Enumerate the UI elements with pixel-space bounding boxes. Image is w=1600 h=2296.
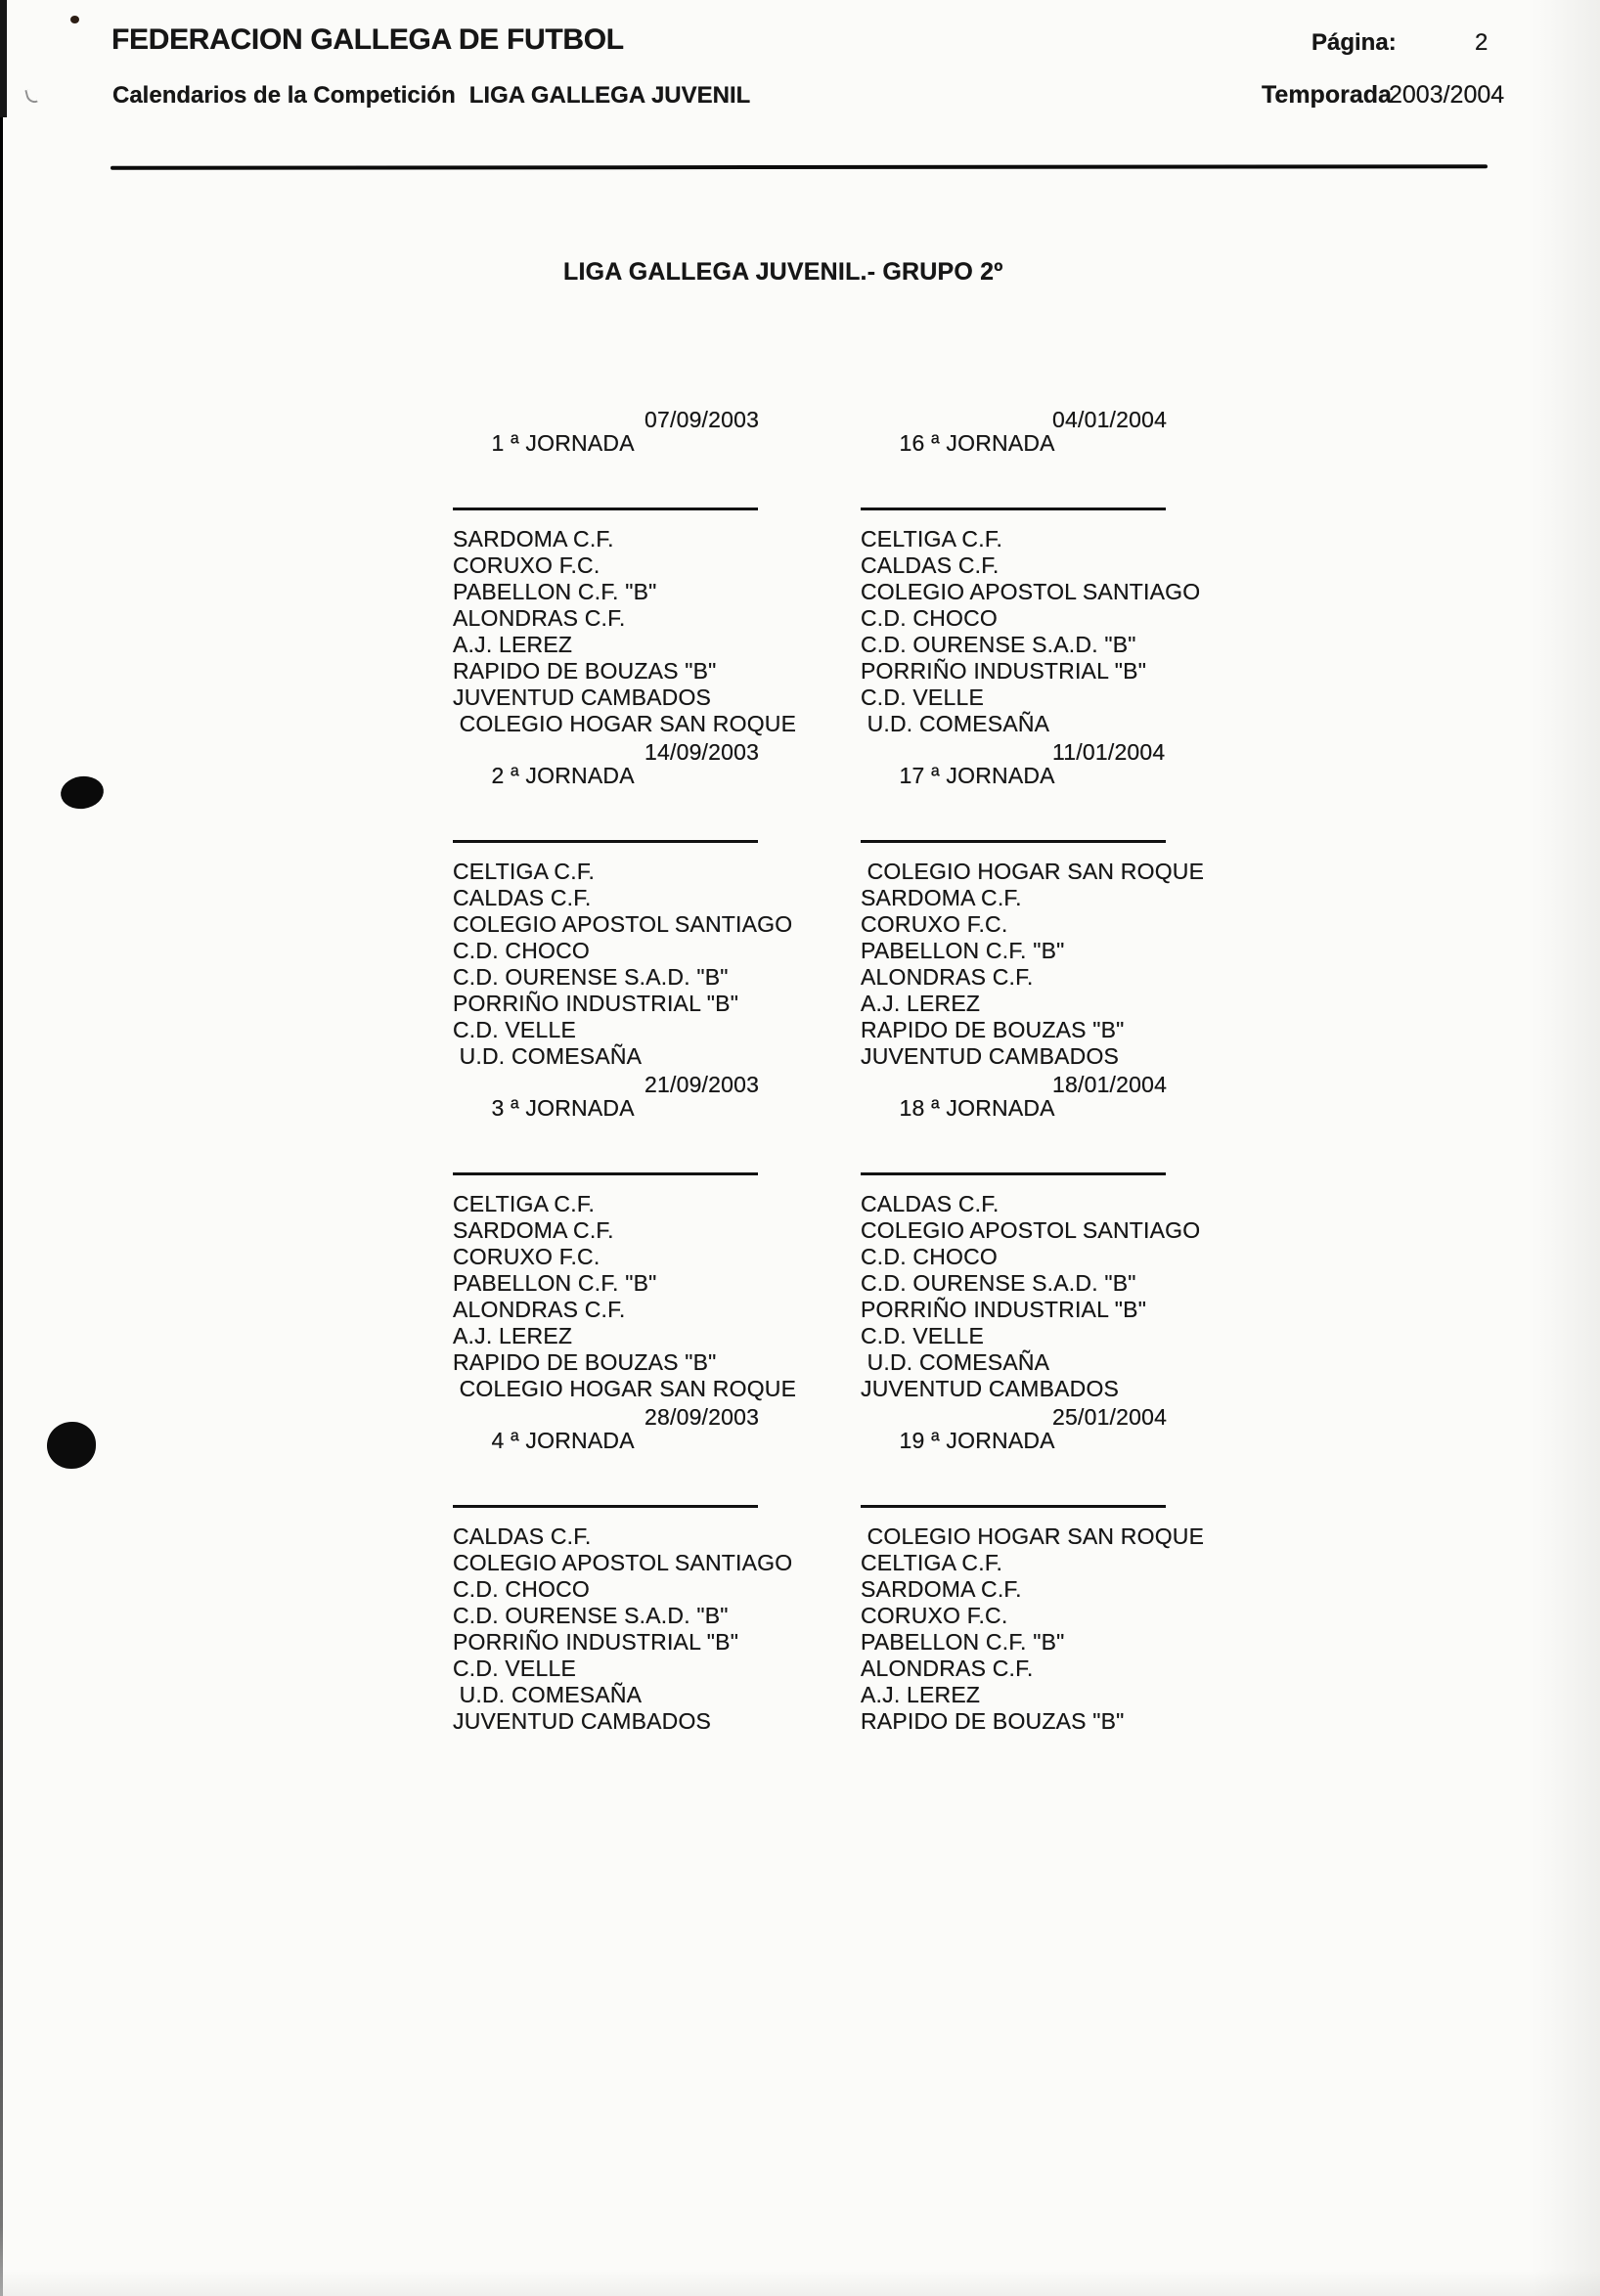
jornada-section [861,1073,1281,1402]
team-name: U.D. COMESAÑA [453,1043,643,1069]
team-list [861,859,1281,1070]
team-name: C.D. VELLE [453,1017,576,1042]
team-name: PORRIÑO INDUSTRIAL "B" [861,658,1147,684]
team-list [453,1191,873,1402]
team-name: C.D. CHOCO [861,1244,998,1269]
team-name: PORRIÑO INDUSTRIAL "B" [453,991,739,1016]
team-name: COLEGIO HOGAR SAN ROQUE [453,1376,797,1401]
jornada-section [453,408,873,737]
team-name: COLEGIO APOSTOL SANTIAGO [453,911,793,937]
team-name: PORRIÑO INDUSTRIAL "B" [861,1297,1147,1322]
jornada-section [453,1073,873,1402]
team-name: CELTIGA C.F. [453,1191,596,1216]
team-name: CELTIGA C.F. [453,859,596,884]
competition-label: Calendarios de la Competición [112,82,456,109]
team-name: JUVENTUD CAMBADOS [861,1043,1120,1069]
scan-corner-shadow [0,0,7,117]
page-title: LIGA GALLEGA JUVENIL.- GRUPO 2º [563,258,1003,286]
jornada-section [861,408,1281,737]
jornada-date: 14/09/2003 [644,739,760,765]
team-name: ALONDRAS C.F. [453,605,626,631]
team-name: CELTIGA C.F. [861,526,1003,552]
team-name: U.D. COMESAÑA [861,1349,1050,1375]
org-title: FEDERACION GALLEGA DE FUTBOL [111,23,624,56]
team-name: C.D. CHOCO [453,1576,590,1602]
competition-name: LIGA GALLEGA JUVENIL [468,82,751,109]
jornada-header [861,740,1166,843]
hole-punch-mark [47,1422,96,1469]
team-name: ALONDRAS C.F. [861,964,1034,990]
team-name: U.D. COMESAÑA [861,711,1050,736]
jornada-date: 21/09/2003 [644,1072,760,1097]
team-name: C.D. VELLE [861,1323,984,1348]
team-list [453,526,873,737]
team-name: COLEGIO APOSTOL SANTIAGO [861,1217,1201,1243]
team-name: PABELLON C.F. "B" [453,1270,657,1296]
jornada-label: 3 ª JORNADA [491,1095,635,1121]
team-name: PABELLON C.F. "B" [861,1629,1065,1655]
team-name: COLEGIO HOGAR SAN ROQUE [861,859,1205,884]
jornada-header [861,1405,1166,1508]
header-rule [111,164,1488,169]
ink-speck [70,16,79,23]
jornada-header [453,1073,758,1175]
jornada-label: 18 ª JORNADA [899,1095,1055,1121]
team-name: A.J. LEREZ [861,991,981,1016]
jornada-section [453,1405,873,1735]
team-name: COLEGIO APOSTOL SANTIAGO [861,579,1201,604]
team-list [453,1523,873,1735]
scan-edge-shade [1532,0,1600,2296]
team-name: CORUXO F.C. [861,911,1008,937]
team-name: A.J. LEREZ [453,632,573,657]
team-name: CALDAS C.F. [861,552,1000,578]
team-name: CALDAS C.F. [861,1191,1000,1216]
team-name: CORUXO F.C. [453,552,600,578]
team-name: SARDOMA C.F. [453,526,614,552]
team-name: COLEGIO APOSTOL SANTIAGO [453,1550,793,1575]
team-name: C.D. VELLE [453,1656,576,1681]
team-name: CORUXO F.C. [453,1244,600,1269]
team-name: C.D. CHOCO [453,938,590,963]
team-name: CALDAS C.F. [453,1523,592,1549]
team-name: C.D. OURENSE S.A.D. "B" [861,632,1136,657]
scan-bottom-shade [0,2271,1600,2296]
jornada-date: 11/01/2004 [1052,739,1166,765]
pen-mark [24,88,37,105]
page-label: Página: [1311,29,1397,56]
team-name: CORUXO F.C. [861,1603,1008,1628]
team-name: C.D. VELLE [861,684,984,710]
team-name: COLEGIO HOGAR SAN ROQUE [453,711,797,736]
jornada-section [861,740,1281,1070]
jornada-header [861,408,1166,510]
jornada-header [453,1405,758,1508]
jornada-label: 19 ª JORNADA [899,1428,1055,1453]
page-number: 2 [1475,29,1489,56]
scan-edge-line [0,0,3,2296]
team-name: U.D. COMESAÑA [453,1682,643,1707]
team-name: CELTIGA C.F. [861,1550,1003,1575]
team-name: C.D. OURENSE S.A.D. "B" [453,1603,729,1628]
team-name: RAPIDO DE BOUZAS "B" [861,1708,1125,1734]
team-name: JUVENTUD CAMBADOS [453,684,712,710]
jornada-header [453,740,758,843]
team-name: PABELLON C.F. "B" [453,579,657,604]
team-name: RAPIDO DE BOUZAS "B" [861,1017,1125,1042]
team-name: PABELLON C.F. "B" [861,938,1065,963]
competition-line [112,82,750,110]
team-name: A.J. LEREZ [861,1682,981,1707]
jornada-label: 16 ª JORNADA [899,430,1055,456]
jornada-date: 07/09/2003 [644,407,760,432]
jornada-section [453,740,873,1070]
team-list [861,1523,1281,1735]
team-name: RAPIDO DE BOUZAS "B" [453,1349,717,1375]
jornada-date: 04/01/2004 [1052,407,1168,432]
team-list [861,526,1281,737]
team-name: C.D. OURENSE S.A.D. "B" [861,1270,1136,1296]
season-value: 2003/2004 [1389,81,1505,109]
team-name: RAPIDO DE BOUZAS "B" [453,658,717,684]
team-name: C.D. OURENSE S.A.D. "B" [453,964,729,990]
jornada-date: 28/09/2003 [644,1404,760,1430]
team-name: ALONDRAS C.F. [453,1297,626,1322]
jornada-label: 2 ª JORNADA [491,763,635,788]
team-name: JUVENTUD CAMBADOS [861,1376,1120,1401]
jornada-header [453,408,758,510]
team-name: C.D. CHOCO [861,605,998,631]
jornada-date: 25/01/2004 [1052,1404,1168,1430]
team-name: SARDOMA C.F. [453,1217,614,1243]
jornada-date: 18/01/2004 [1052,1072,1168,1097]
hole-punch-mark [59,773,106,812]
team-name: COLEGIO HOGAR SAN ROQUE [861,1523,1205,1549]
team-name: ALONDRAS C.F. [861,1656,1034,1681]
team-name: PORRIÑO INDUSTRIAL "B" [453,1629,739,1655]
team-name: CALDAS C.F. [453,885,592,910]
team-name: JUVENTUD CAMBADOS [453,1708,712,1734]
team-name: SARDOMA C.F. [861,1576,1022,1602]
jornada-label: 4 ª JORNADA [491,1428,635,1453]
jornada-label: 1 ª JORNADA [491,430,635,456]
team-list [453,859,873,1070]
jornada-label: 17 ª JORNADA [899,763,1055,788]
team-name: A.J. LEREZ [453,1323,573,1348]
jornada-header [861,1073,1166,1175]
team-name: SARDOMA C.F. [861,885,1022,910]
season-label: Temporada [1262,81,1392,109]
team-list [861,1191,1281,1402]
jornada-section [861,1405,1281,1735]
